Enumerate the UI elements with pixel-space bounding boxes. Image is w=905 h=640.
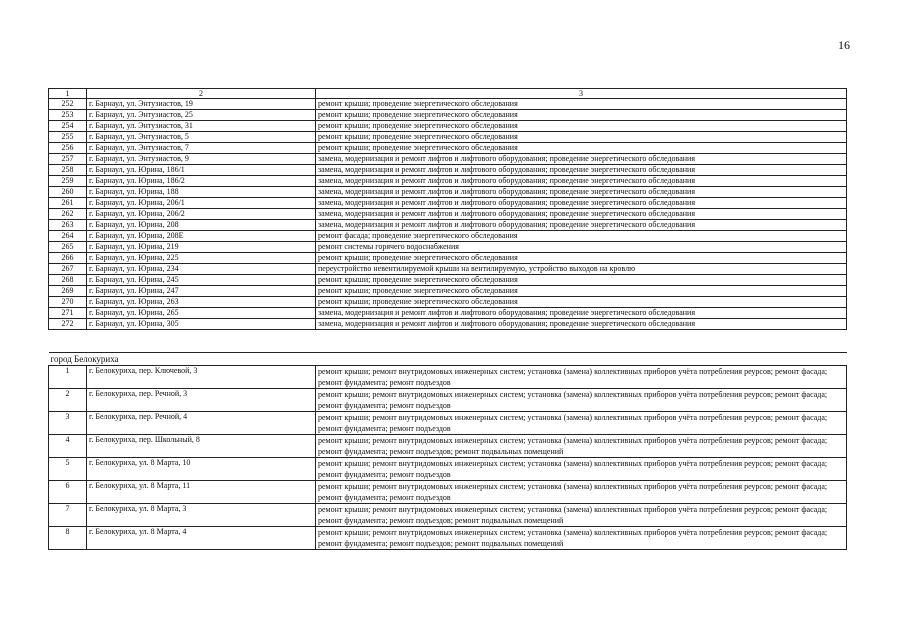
row-address: г. Барнаул, ул. Юрина, 245: [87, 275, 316, 286]
row-number: 1: [49, 366, 87, 389]
row-works: ремонт крыши; ремонт внутридомовых инженерных систем; установка (замена) коллективных приборов учёта потребления реурсов; ремонт фасада; ремонт фундамента; ремонт подъездов: [316, 458, 847, 481]
row-number: 3: [49, 412, 87, 435]
row-address: г. Барнаул, ул. Юрина, 206/1: [87, 198, 316, 209]
row-number: 267: [49, 264, 87, 275]
row-works: замена, модернизация и ремонт лифтов и лифтового оборудования; проведение энергетического обследования: [316, 220, 847, 231]
table-row: [49, 187, 847, 198]
row-works: ремонт крыши; ремонт внутридомовых инженерных систем; установка (замена) коллективных приборов учёта потребления реурсов; ремонт фасада; ремонт фундамента; ремонт подъездов; ремонт подвальных помещений: [316, 504, 847, 527]
table-row: [49, 242, 847, 253]
row-number: 263: [49, 220, 87, 231]
row-address: г. Барнаул, ул. Юрина, 305: [87, 319, 316, 330]
row-works: ремонт крыши; ремонт внутридомовых инженерных систем; установка (замена) коллективных приборов учёта потребления реурсов; ремонт фасада; ремонт фундамента; ремонт подъездов; ремонт подвальных помещений: [316, 527, 847, 550]
row-works: замена, модернизация и ремонт лифтов и лифтового оборудования; проведение энергетического обследования: [316, 176, 847, 187]
row-number: 256: [49, 143, 87, 154]
table-row: [49, 132, 847, 143]
table-row: [49, 366, 847, 389]
row-number: 268: [49, 275, 87, 286]
row-address: г. Барнаул, ул. Юрина, 263: [87, 297, 316, 308]
row-works: ремонт крыши; проведение энергетического обследования: [316, 121, 847, 132]
row-number: 259: [49, 176, 87, 187]
row-number: 5: [49, 458, 87, 481]
row-address: г. Барнаул, ул. Юрина, 208: [87, 220, 316, 231]
row-works: ремонт крыши; ремонт внутридомовых инженерных систем; установка (замена) коллективных приборов учёта потребления реурсов; ремонт фасада; ремонт фундамента; ремонт подъездов; ремонт подвальных помещений: [316, 435, 847, 458]
row-number: 252: [49, 99, 87, 110]
row-number: 271: [49, 308, 87, 319]
row-address: г. Барнаул, ул. Юрина, 219: [87, 242, 316, 253]
row-works: ремонт крыши; ремонт внутридомовых инженерных систем; установка (замена) коллективных приборов учёта потребления реурсов; ремонт фасада; ремонт фундамента; ремонт подъездов: [316, 481, 847, 504]
table-row: [49, 176, 847, 187]
row-number: 7: [49, 504, 87, 527]
page-number: 16: [838, 38, 850, 52]
row-address: г. Барнаул, ул. Энтузиастов, 5: [87, 132, 316, 143]
table-row: [49, 154, 847, 165]
row-works: замена, модернизация и ремонт лифтов и лифтового оборудования; проведение энергетического обследования: [316, 319, 847, 330]
row-number: 264: [49, 231, 87, 242]
section-spacer: [49, 330, 847, 353]
table-row: [49, 165, 847, 176]
table-row: [49, 319, 847, 330]
table-row: [49, 198, 847, 209]
row-number: 261: [49, 198, 87, 209]
row-works: ремонт крыши; проведение энергетического обследования: [316, 132, 847, 143]
row-address: г. Барнаул, ул. Юрина, 234: [87, 264, 316, 275]
row-works: замена, модернизация и ремонт лифтов и лифтового оборудования; проведение энергетического обследования: [316, 165, 847, 176]
table-row: [49, 143, 847, 154]
row-works: замена, модернизация и ремонт лифтов и лифтового оборудования; проведение энергетического обследования: [316, 209, 847, 220]
row-number: 260: [49, 187, 87, 198]
table-row: [49, 275, 847, 286]
table-row: [49, 389, 847, 412]
row-address: г. Барнаул, ул. Юрина, 206/2: [87, 209, 316, 220]
table-row: [49, 458, 847, 481]
row-address: г. Барнаул, ул. Энтузиастов, 9: [87, 154, 316, 165]
row-address: г. Белокуриха, ул. 8 Марта, 3: [87, 504, 316, 527]
row-works: ремонт крыши; проведение энергетического обследования: [316, 297, 847, 308]
row-address: г. Барнаул, ул. Энтузиастов, 19: [87, 99, 316, 110]
row-number: 8: [49, 527, 87, 550]
row-number: 254: [49, 121, 87, 132]
row-address: г. Барнаул, ул. Юрина, 186/2: [87, 176, 316, 187]
table-row: [49, 121, 847, 132]
row-address: г. Белокуриха, ул. 8 Марта, 11: [87, 481, 316, 504]
row-works: ремонт крыши; проведение энергетического обследования: [316, 253, 847, 264]
row-address: г. Барнаул, ул. Юрина, 247: [87, 286, 316, 297]
table-row: [49, 297, 847, 308]
row-works: замена, модернизация и ремонт лифтов и лифтового оборудования; проведение энергетического обследования: [316, 308, 847, 319]
table-row: [49, 308, 847, 319]
row-number: 266: [49, 253, 87, 264]
city-heading-row: [49, 353, 847, 366]
header-col-number: 1: [49, 89, 87, 99]
table-row: [49, 481, 847, 504]
row-address: г. Барнаул, ул. Энтузиастов, 25: [87, 110, 316, 121]
row-works: ремонт фасада; проведение энергетического обследования: [316, 231, 847, 242]
row-number: 272: [49, 319, 87, 330]
row-works: замена, модернизация и ремонт лифтов и лифтового оборудования; проведение энергетического обследования: [316, 154, 847, 165]
row-works: переустройство невентилируемой крыши на вентилируемую, устройство выходов на кровлю: [316, 264, 847, 275]
row-number: 6: [49, 481, 87, 504]
row-number: 257: [49, 154, 87, 165]
section-spacer-cell: [49, 330, 847, 353]
row-address: г. Белокуриха, ул. 8 Марта, 4: [87, 527, 316, 550]
row-number: 2: [49, 389, 87, 412]
row-address: г. Барнаул, ул. Юрина, 188: [87, 187, 316, 198]
row-address: г. Белокуриха, пер. Речной, 4: [87, 412, 316, 435]
table-row: [49, 220, 847, 231]
city-heading: город Белокуриха: [49, 353, 847, 366]
row-address: г. Белокуриха, ул. 8 Марта, 10: [87, 458, 316, 481]
table-row: [49, 527, 847, 550]
table-row: [49, 286, 847, 297]
header-col-works: 3: [316, 89, 847, 99]
table-row: [49, 110, 847, 121]
row-number: 255: [49, 132, 87, 143]
table-row: [49, 504, 847, 527]
row-address: г. Барнаул, ул. Юрина, 186/1: [87, 165, 316, 176]
row-works: ремонт крыши; ремонт внутридомовых инженерных систем; установка (замена) коллективных приборов учёта потребления реурсов; ремонт фасада; ремонт фундамента; ремонт подъездов: [316, 412, 847, 435]
row-works: ремонт системы горячего водоснабжения: [316, 242, 847, 253]
row-number: 269: [49, 286, 87, 297]
table-row: [49, 412, 847, 435]
row-address: г. Белокуриха, пер. Школьный, 8: [87, 435, 316, 458]
row-number: 253: [49, 110, 87, 121]
table-row: [49, 253, 847, 264]
table-row: [49, 435, 847, 458]
row-works: ремонт крыши; проведение энергетического обследования: [316, 143, 847, 154]
row-number: 4: [49, 435, 87, 458]
row-works: ремонт крыши; проведение энергетического обследования: [316, 286, 847, 297]
table-row: [49, 209, 847, 220]
table-header-row: [49, 89, 847, 99]
header-col-address: 2: [87, 89, 316, 99]
row-address: г. Барнаул, ул. Энтузиастов, 31: [87, 121, 316, 132]
row-address: г. Барнаул, ул. Юрина, 265: [87, 308, 316, 319]
row-works: ремонт крыши; проведение энергетического обследования: [316, 275, 847, 286]
row-address: г. Белокуриха, пер. Ключевой, 3: [87, 366, 316, 389]
row-works: замена, модернизация и ремонт лифтов и лифтового оборудования; проведение энергетического обследования: [316, 198, 847, 209]
row-number: 265: [49, 242, 87, 253]
row-works: ремонт крыши; проведение энергетического обследования: [316, 99, 847, 110]
table-row: [49, 231, 847, 242]
row-number: 262: [49, 209, 87, 220]
works-table: [48, 88, 847, 550]
row-works: ремонт крыши; ремонт внутридомовых инженерных систем; установка (замена) коллективных приборов учёта потребления реурсов; ремонт фасада; ремонт фундамента; ремонт подъездов: [316, 366, 847, 389]
row-address: г. Барнаул, ул. Юрина, 208Е: [87, 231, 316, 242]
table-row: [49, 99, 847, 110]
row-number: 270: [49, 297, 87, 308]
row-works: ремонт крыши; ремонт внутридомовых инженерных систем; установка (замена) коллективных приборов учёта потребления реурсов; ремонт фасада; ремонт фундамента; ремонт подъездов: [316, 389, 847, 412]
row-works: ремонт крыши; проведение энергетического обследования: [316, 110, 847, 121]
row-address: г. Барнаул, ул. Юрина, 225: [87, 253, 316, 264]
row-number: 258: [49, 165, 87, 176]
row-address: г. Барнаул, ул. Энтузиастов, 7: [87, 143, 316, 154]
row-address: г. Белокуриха, пер. Речной, 3: [87, 389, 316, 412]
table-row: [49, 264, 847, 275]
row-works: замена, модернизация и ремонт лифтов и лифтового оборудования; проведение энергетического обследования: [316, 187, 847, 198]
